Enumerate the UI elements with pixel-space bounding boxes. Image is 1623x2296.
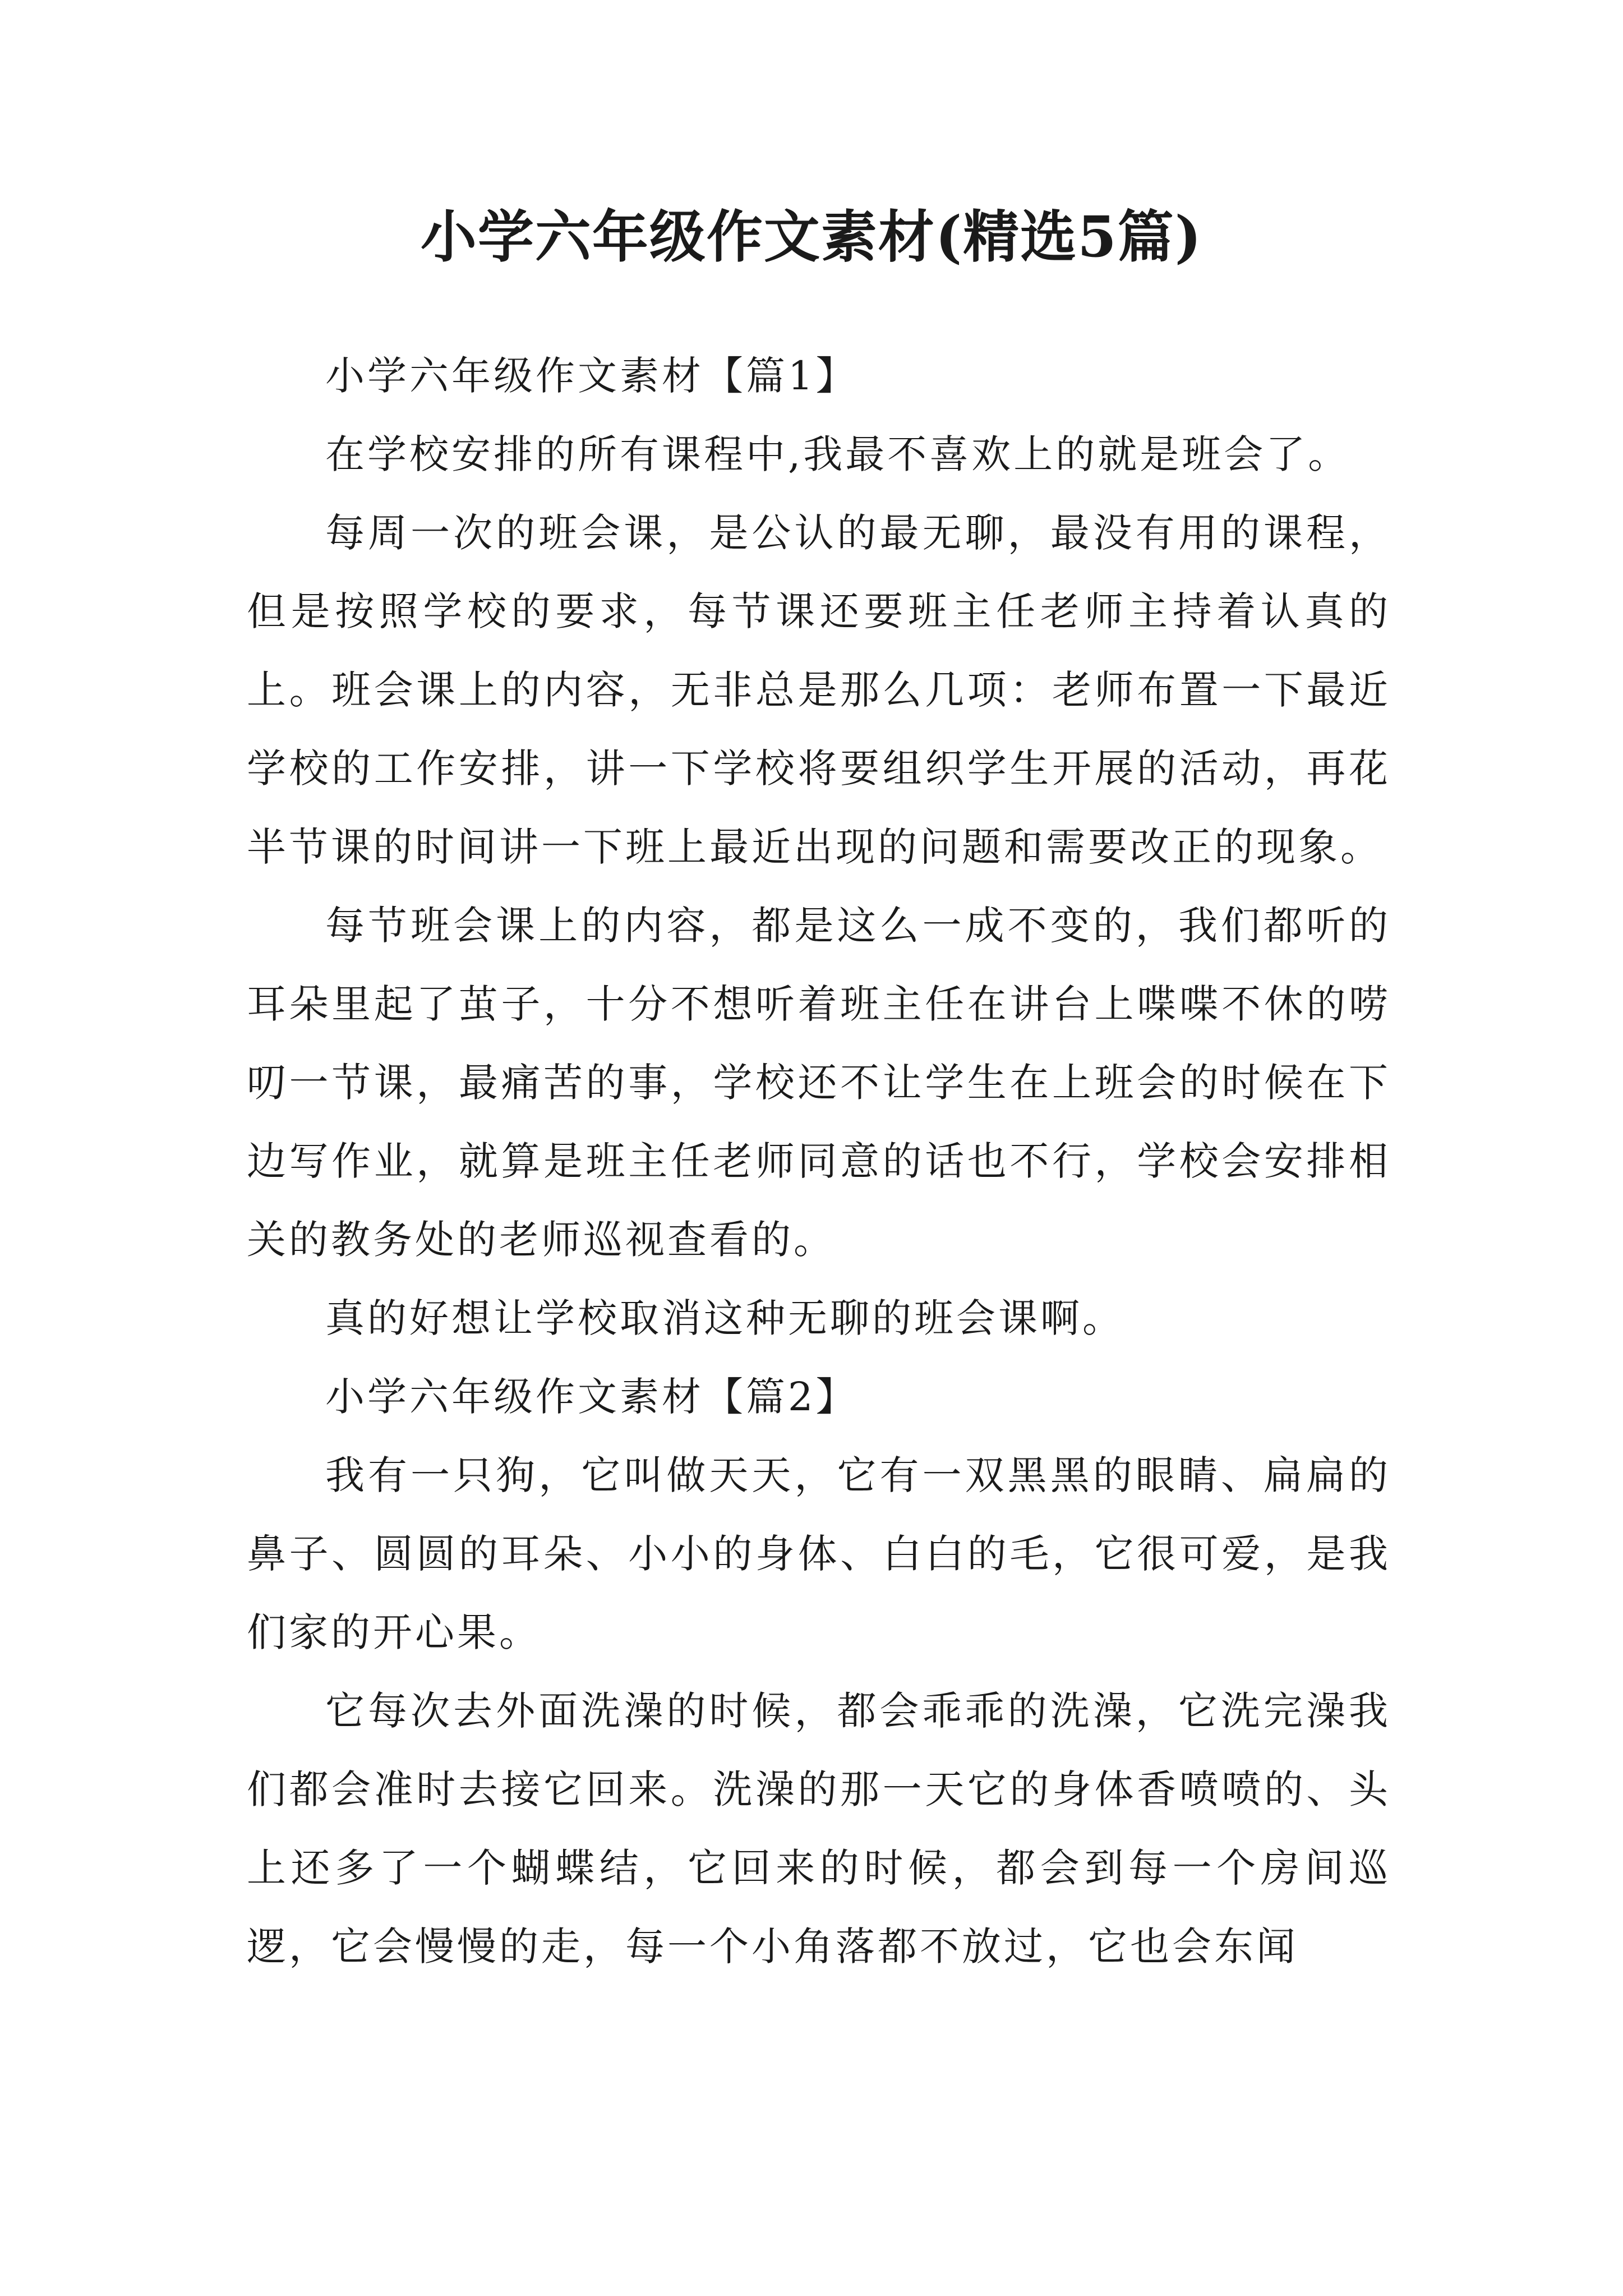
paragraph: 每周一次的班会课，是公认的最无聊，最没有用的课程，但是按照学校的要求，每节课还要班主任老师主持着认真的上。班会课上的内容，无非总是那么几项：老师布置一下最近学校的工作安排，讲一下学校将要组织学生开展的活动，再花半节课的时间讲一下班上最近出现的问题和需要改正的现象。 [247, 510, 1391, 870]
paragraph: 真的好想让学校取消这种无聊的班会课啊。 [325, 1295, 1124, 1341]
paragraph: 在学校安排的所有课程中,我最不喜欢上的就是班会了。 [325, 431, 1350, 477]
paragraph: 每节班会课上的内容，都是这么一成不变的，我们都听的耳朵里起了茧子，十分不想听着班主任在讲台上喋喋不休的唠叨一节课，最痛苦的事，学校还不让学生在上班会的时候在下边写作业，就算是班主任老师同意的话也不行，学校会安排相关的教务处的老师巡视查看的。 [247, 903, 1391, 1263]
document-body [247, 337, 1391, 1986]
document-title: 小学六年级作文素材(精选5篇) [420, 204, 1203, 270]
section-heading-2: 小学六年级作文素材【篇2】 [325, 1374, 858, 1420]
section-heading-1: 小学六年级作文素材【篇1】 [325, 353, 858, 399]
paragraph: 我有一只狗，它叫做天天，它有一双黑黑的眼睛、扁扁的鼻子、圆圆的耳朵、小小的身体、白白的毛，它很可爱，是我们家的开心果。 [247, 1452, 1391, 1655]
paragraph: 它每次去外面洗澡的时候，都会乖乖的洗澡，它洗完澡我们都会准时去接它回来。洗澡的那一天它的身体香喷喷的、头上还多了一个蝴蝶结，它回来的时候，都会到每一个房间巡逻，它会慢慢的走，每一个小角落都不放过，它也会东闻 [247, 1688, 1391, 1970]
